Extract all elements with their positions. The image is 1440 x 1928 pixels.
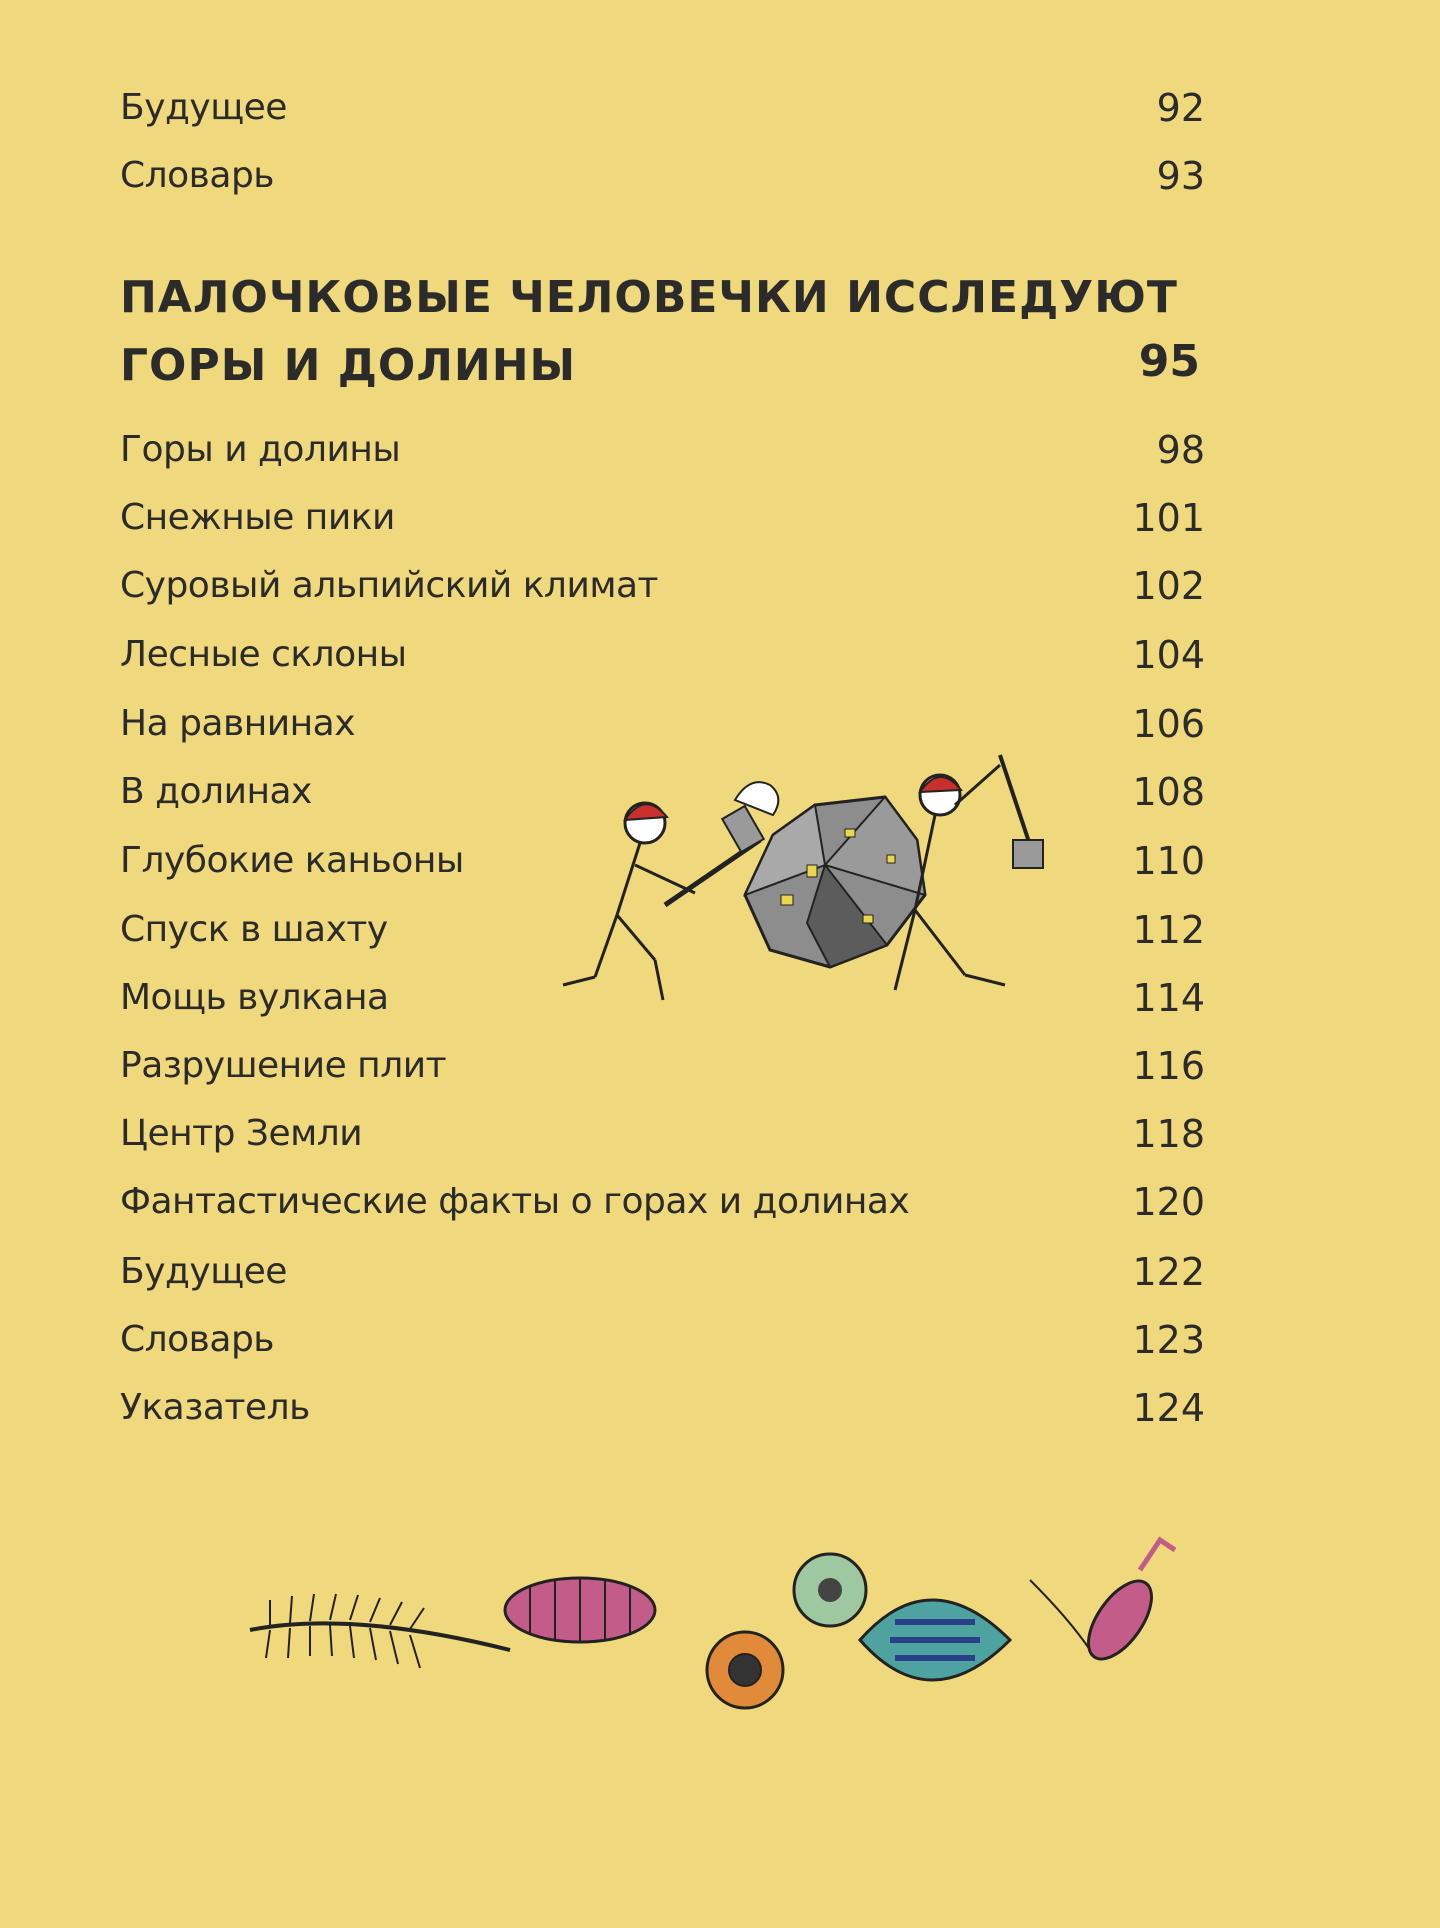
toc-entry-title: Будущее <box>120 87 287 128</box>
toc-entry[interactable] <box>0 1378 1440 1438</box>
section-page-number: 95 <box>1138 336 1200 387</box>
toc-entry-title: Словарь <box>120 155 275 196</box>
toc-entry-page: 114 <box>1132 976 1205 1020</box>
toc-entry-page: 93 <box>1156 154 1205 198</box>
toc-entry-title: Разрушение плит <box>120 1045 447 1086</box>
toc-entry[interactable] <box>0 146 1440 206</box>
toc-entry-page: 108 <box>1132 770 1205 814</box>
toc-entry-page: 101 <box>1132 496 1205 540</box>
toc-entry-title: Указатель <box>120 1387 310 1428</box>
toc-entry[interactable] <box>0 78 1440 138</box>
toc-entry[interactable] <box>0 1036 1440 1096</box>
toc-entry-title: Будущее <box>120 1251 287 1292</box>
toc-entry[interactable] <box>0 420 1440 480</box>
toc-entry-page: 112 <box>1132 908 1205 952</box>
toc-entry-page: 104 <box>1132 633 1205 677</box>
toc-entry[interactable] <box>0 556 1440 616</box>
toc-entry-page: 120 <box>1132 1180 1205 1224</box>
toc-entry-title: На равнинах <box>120 703 356 744</box>
fossil-creatures-illustration <box>230 1530 1230 1730</box>
toc-entry[interactable] <box>0 1242 1440 1302</box>
toc-entry-page: 124 <box>1132 1386 1205 1430</box>
toc-entry[interactable] <box>0 625 1440 685</box>
toc-entry-page: 98 <box>1156 428 1205 472</box>
toc-entry-title: Центр Земли <box>120 1113 363 1154</box>
toc-entry-page: 116 <box>1132 1044 1205 1088</box>
shrimp-icon <box>1076 1571 1164 1670</box>
toc-entry[interactable] <box>0 1104 1440 1164</box>
section-title-line2: ГОРЫ И ДОЛИНЫ <box>120 340 577 391</box>
toc-entry-page: 110 <box>1132 839 1205 883</box>
toc-entry-page: 123 <box>1132 1318 1205 1362</box>
toc-entry-title: Глубокие каньоны <box>120 840 464 881</box>
section-title-line1: ПАЛОЧКОВЫЕ ЧЕЛОВЕЧКИ ИССЛЕДУЮТ <box>120 272 1178 323</box>
toc-entry-title: Горы и долины <box>120 429 401 470</box>
toc-entry-title: Снежные пики <box>120 497 395 538</box>
toc-entry-title: В долинах <box>120 771 312 812</box>
toc-entry-page: 122 <box>1132 1250 1205 1294</box>
toc-entry-title: Лесные склоны <box>120 634 407 675</box>
toc-entry-title: Фантастические факты о горах и долинах <box>120 1181 910 1222</box>
toc-entry-page: 92 <box>1156 86 1205 130</box>
toc-entry-page: 118 <box>1132 1112 1205 1156</box>
toc-entry-title: Спуск в шахту <box>120 909 388 950</box>
toc-entry-page: 106 <box>1132 702 1205 746</box>
toc-entry[interactable] <box>0 488 1440 548</box>
stick-figures-rock-illustration <box>545 745 1065 1025</box>
toc-entry[interactable] <box>0 1172 1440 1232</box>
toc-entry-title: Словарь <box>120 1319 275 1360</box>
toc-entry-title: Мощь вулкана <box>120 977 389 1018</box>
toc-entry-title: Суровый альпийский климат <box>120 565 659 606</box>
toc-entry[interactable] <box>0 1310 1440 1370</box>
toc-entry-page: 102 <box>1132 564 1205 608</box>
